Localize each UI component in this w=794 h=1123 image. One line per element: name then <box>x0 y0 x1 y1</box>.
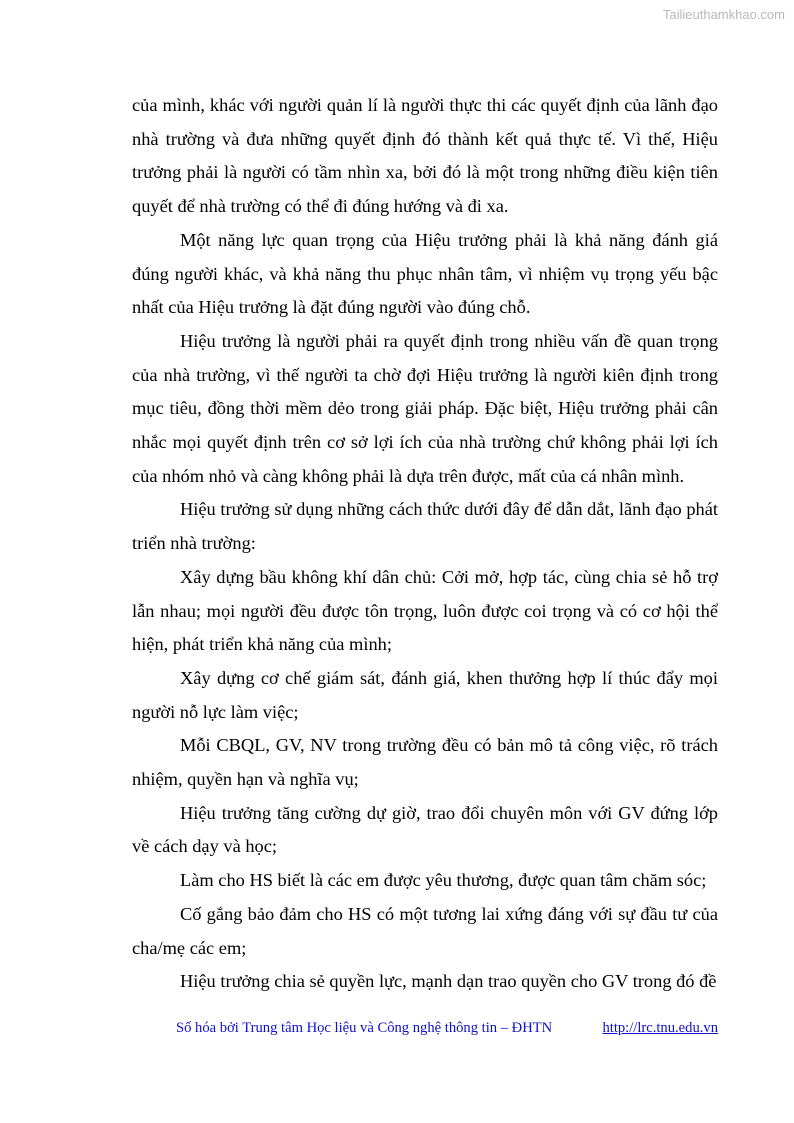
paragraph: Làm cho HS biết là các em được yêu thương, được quan tâm chăm sóc; <box>180 870 707 891</box>
document-body <box>132 89 718 999</box>
footer-credit: Số hóa bởi Trung tâm Học liệu và Công nghệ thông tin – ĐHTN <box>176 1020 553 1036</box>
footer-link[interactable]: http://lrc.tnu.edu.vn <box>602 1020 718 1036</box>
watermark: Tailieuthamkhao.com <box>662 7 785 22</box>
paragraph: Xây dựng cơ chế giám sát, đánh giá, khen thưởng hợp lí thúc đẩy mọi người nỗ lực làm việc; <box>132 667 718 722</box>
paragraph: Hiệu trưởng là người phải ra quyết định trong nhiều vấn đề quan trọng của nhà trường, vì thế người ta chờ đợi Hiệu trưởng là người kiên định trong mục tiêu, đồng thời mềm dẻo trong giải pháp. Đặc biệt, Hiệu trưởng phải cân nhắc mọi quyết định trên cơ sở lợi ích của nhà trường chứ không phải lợi ích của nhóm nhỏ và càng không phải là dựa trên được, mất của cá nhân mình. <box>132 330 718 486</box>
paragraph: Mỗi CBQL, GV, NV trong trường đều có bản mô tả công việc, rõ trách nhiệm, quyền hạn và nghĩa vụ; <box>132 735 718 790</box>
paragraph: Hiệu trưởng tăng cường dự giờ, trao đổi chuyên môn với GV đứng lớp về cách dạy và học; <box>132 802 718 857</box>
paragraph: Xây dựng bầu không khí dân chủ: Cởi mở, hợp tác, cùng chia sẻ hỗ trợ lẫn nhau; mọi người đều được tôn trọng, luôn được coi trọng và có cơ hội thể hiện, phát triển khả năng của mình; <box>132 566 718 655</box>
paragraph: của mình, khác với người quản lí là người thực thi các quyết định của lãnh đạo nhà trường và đưa những quyết định đó thành kết quả thực tế. Vì thế, Hiệu trưởng phải là người có tầm nhìn xa, bởi đó là một trong những điều kiện tiên quyết để nhà trường có thể đi đúng hướng và đi xa. <box>132 95 718 217</box>
paragraph: Hiệu trưởng chia sẻ quyền lực, mạnh dạn trao quyền cho GV trong đó đề <box>180 971 717 992</box>
paragraph: Một năng lực quan trọng của Hiệu trưởng phải là khả năng đánh giá đúng người khác, và khả năng thu phục nhân tâm, vì nhiệm vụ trọng yếu bậc nhất của Hiệu trưởng là đặt đúng người vào đúng chỗ. <box>132 229 718 318</box>
paragraph: Hiệu trưởng sử dụng những cách thức dưới đây để dẫn dắt, lãnh đạo phát triển nhà trường: <box>132 499 718 554</box>
paragraph: Cố gắng bảo đảm cho HS có một tương lai xứng đáng với sự đầu tư của cha/mẹ các em; <box>132 903 718 958</box>
page-footer <box>176 1020 718 1037</box>
